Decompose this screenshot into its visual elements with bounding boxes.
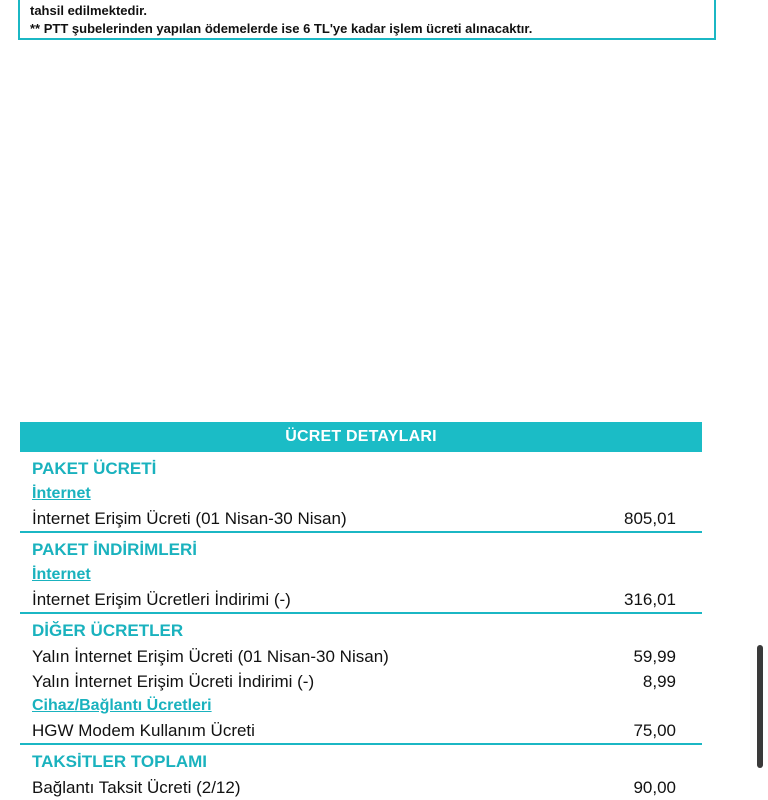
fee-row-label: Bağlantı Taksit Ücreti (2/12) [32,777,241,797]
package-discounts-title: PAKET İNDİRİMLERİ [32,540,197,559]
fee-row-label: Yalın İnternet Erişim Ücreti (01 Nisan-30 Nisan) [32,646,389,666]
package-discounts-internet-link[interactable]: İnternet [32,566,91,583]
device-connection-fees-link[interactable]: Cihaz/Bağlantı Ücretleri [32,697,212,714]
other-fees-title: DİĞER ÜCRETLER [32,621,184,640]
other-fees-group [20,614,702,745]
fee-row-label: HGW Modem Kullanım Ücreti [32,720,255,740]
package-fee-internet-link[interactable]: İnternet [32,485,91,502]
installments-group [20,745,702,800]
fee-row [32,587,702,612]
fee-details-section [20,422,702,800]
notice-line-2: ** PTT şubelerinden yapılan ödemelerde ise 6 TL'ye kadar işlem ücreti alınacaktır. [30,21,533,36]
fee-row [32,506,702,531]
fee-row [32,718,702,743]
fee-row-value: 8,99 [642,671,676,691]
fee-row [32,644,702,669]
fee-row-value: 75,00 [633,720,676,740]
scrollbar[interactable] [757,645,763,768]
fee-row-label: Yalın İnternet Erişim Ücreti İndirimi (-) [32,671,315,691]
installments-title: TAKSİTLER TOPLAMI [32,752,208,771]
fee-row-label: İnternet Erişim Ücretleri İndirimi (-) [32,589,291,609]
fee-row [32,669,702,694]
fee-row-value: 316,01 [624,589,676,609]
fee-row-label: İnternet Erişim Ücreti (01 Nisan-30 Nisan) [32,508,347,528]
package-fee-group [20,452,702,533]
package-discounts-group [20,533,702,614]
notice-line-1: tahsil edilmektedir. [30,3,148,18]
fee-row-value: 805,01 [624,508,676,528]
fee-row-value: 59,99 [633,646,676,666]
fee-details-header: ÜCRET DETAYLARI [20,422,702,452]
package-fee-title: PAKET ÜCRETİ [32,459,157,478]
notice-box [18,0,716,40]
fee-row-value: 90,00 [633,777,676,797]
fee-row [32,775,702,800]
